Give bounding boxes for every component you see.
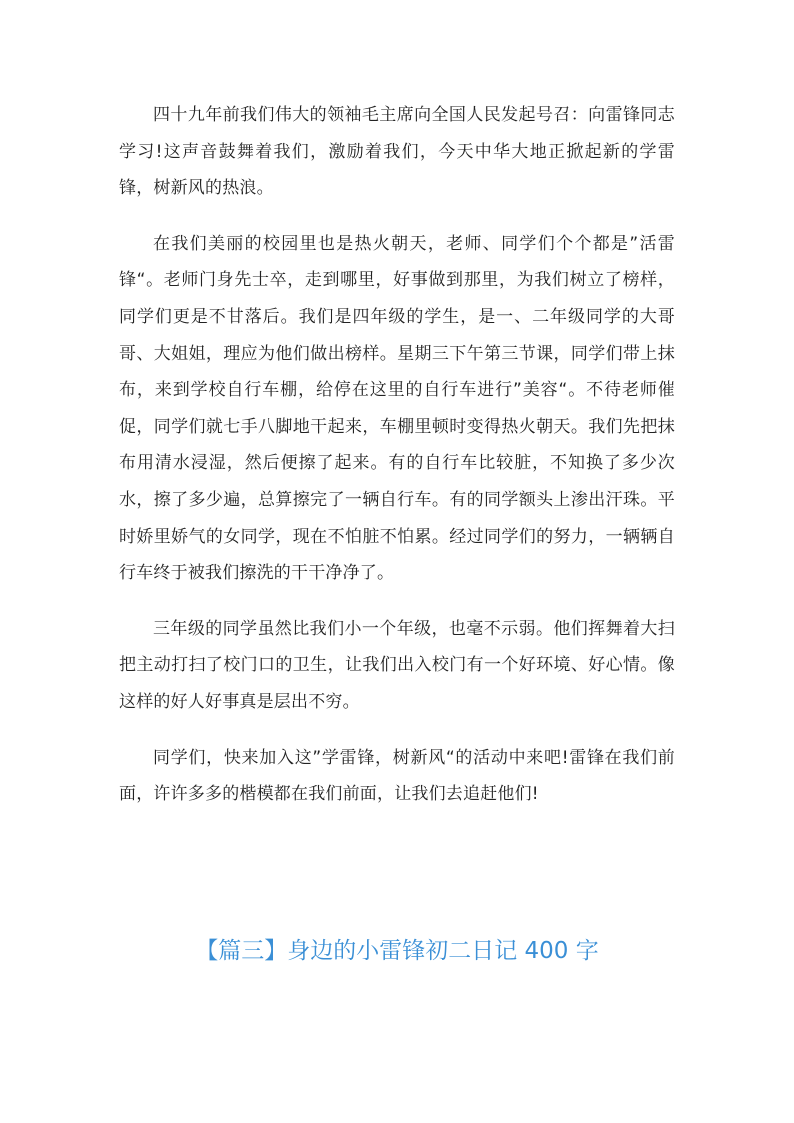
paragraph-3: 三年级的同学虽然比我们小一个年级，也毫不示弱。他们挥舞着大扫把主动打扫了校门口的卫生，让我们出入校门有一个好环境、好心情。像这样的好人好事真是层出不穷。 [119,618,675,712]
paragraph-4: 同学们，快来加入这”学雷锋，树新风“的活动中来吧!雷锋在我们前面，许许多多的楷模都在我们前面，让我们去追赶他们! [119,747,675,805]
section-title: 【篇三】身边的小雷锋初二日记 400 字 [195,938,599,964]
document-body [119,97,675,813]
paragraph-2: 在我们美丽的校园里也是热火朝天，老师、同学们个个都是”活雷锋“。老师门身先士卒，走到哪里，好事做到那里，为我们树立了榜样，同学们更是不甘落后。我们是四年级的学生，是一、二年级同学的大哥哥、大姐姐，理应为他们做出榜样。星期三下午第三节课，同学们带上抹布，来到学校自行车棚，给停在这里的自行车进行”美容“。不待老师催促，同学们就七手八脚地干起来，车棚里顿时变得热火朝天。我们先把抹布用清水浸湿，然后便擦了起来。有的自行车比较脏，不知换了多少次水，擦了多少遍，总算擦完了一辆自行车。有的同学额头上渗出汗珠。平时娇里娇气的女同学，现在不怕脏不怕累。经过同学们的努力，一辆辆自行车终于被我们擦洗的干干净净了。 [119,233,675,584]
paragraph-1: 四十九年前我们伟大的领袖毛主席向全国人民发起号召：向雷锋同志学习!这声音鼓舞着我们，激励着我们，今天中华大地正掀起新的学雷锋，树新风的热浪。 [119,105,675,199]
